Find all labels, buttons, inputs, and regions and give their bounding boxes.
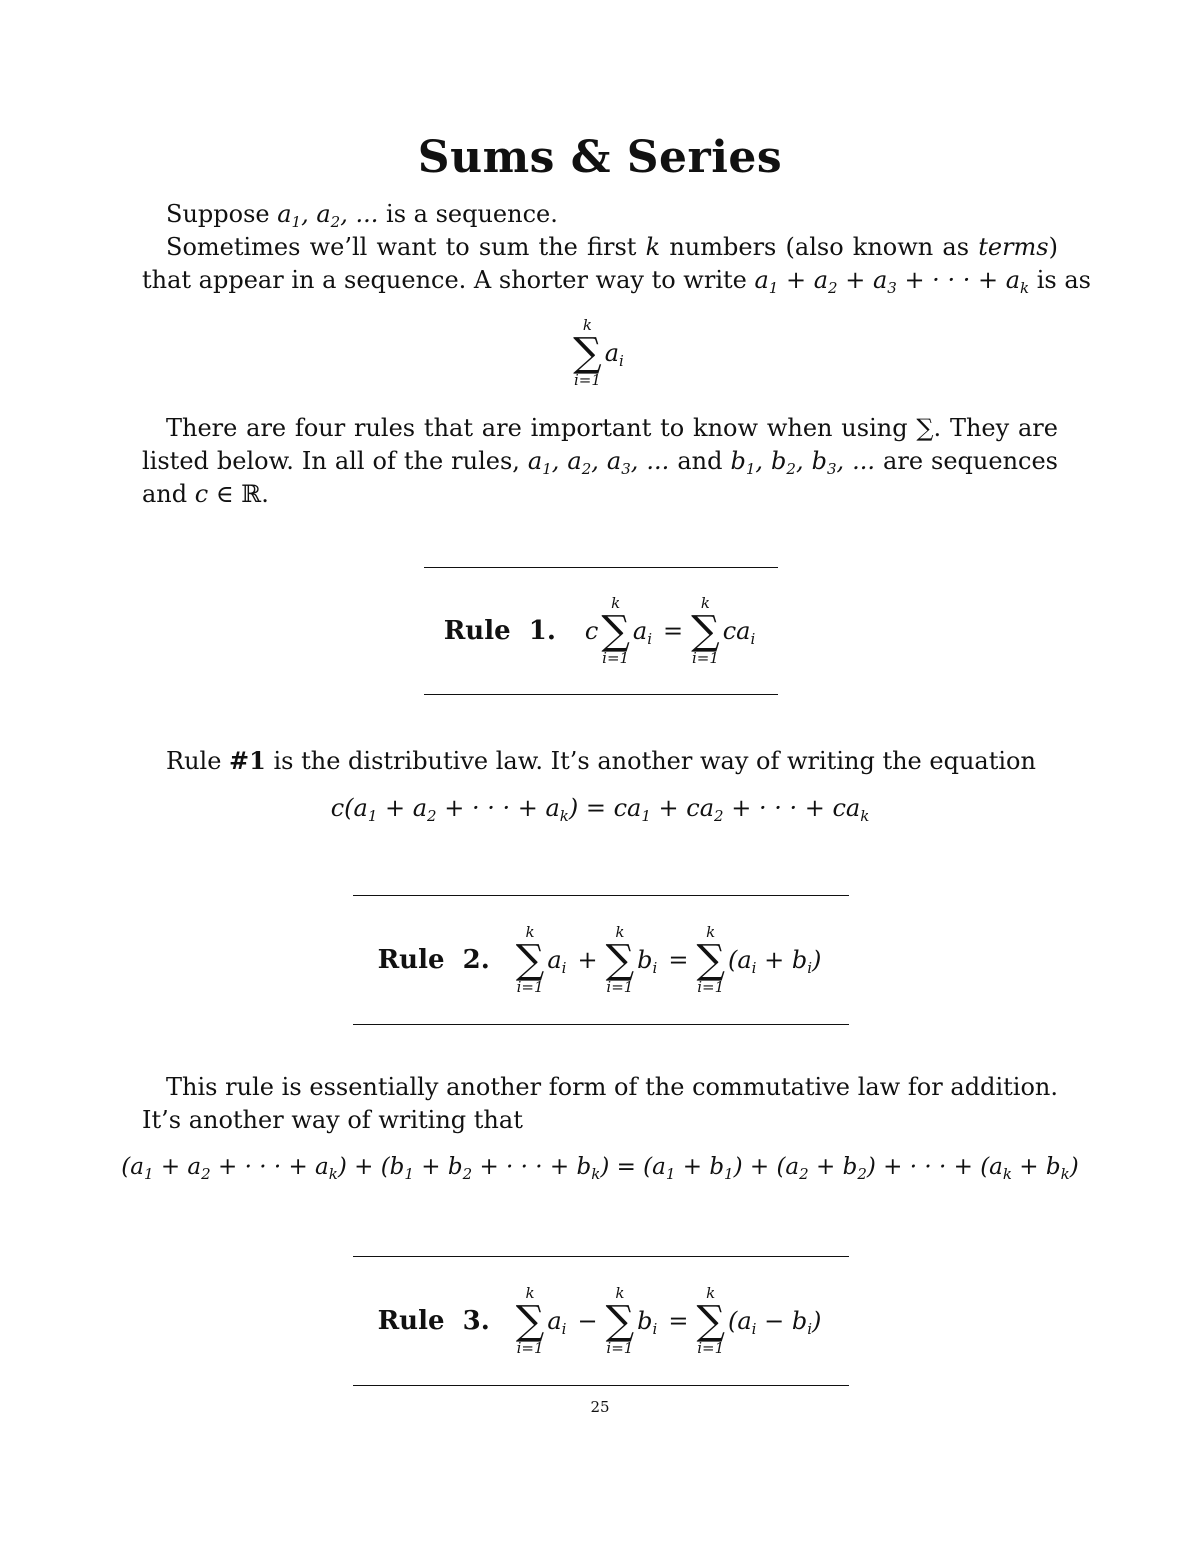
rule-2-explanation: This rule is essentially another form of the commutative law for addition. It’s another way of writing that — [142, 1073, 1058, 1134]
display-sum: k ∑ i=1 $a_i$ — [573, 316, 624, 389]
intro-line-3: that appear in a sequence. A shorter way to write $a_1 + a_2 + a_3$ + · · · + $a_k$ is as — [142, 266, 1091, 297]
page-title: Sums & Series — [417, 132, 783, 183]
rule-2-box — [353, 895, 849, 1025]
intro-line-1: Suppose $a_1$, $a_2$, ... is a sequence. — [166, 200, 558, 231]
sum-expr: $a_1 + a_2 + a_3$ + · · · + $a_k$ — [754, 266, 1030, 297]
rule-2-label: Rule 2. — [377, 945, 490, 975]
summation-symbol: k ∑ i=1 — [573, 316, 602, 389]
intro-paragraph — [142, 198, 1091, 297]
distributive-equation: $c(a_1 + a_2$ + · · · + $a_k) = ca_1 + ca_2$ + · · · + $ca_k$ — [330, 794, 870, 825]
inline-sigma-icon: ∑ — [916, 414, 934, 442]
rule-3-label: Rule 3. — [377, 1306, 490, 1336]
rule-1-equation: c k ∑ i=1 $a_i$ = k ∑ i=1 $ca_i$ — [584, 594, 756, 667]
rule-2-equation: k ∑ i=1 $a_i$ + k ∑ i=1 $b_i$ = k ∑ i=1 $(a_i + b_i)$ — [515, 923, 822, 996]
rule-1-explanation: Rule #1 is the distributive law. It’s another way of writing the equation — [166, 746, 1036, 775]
rule-1-label: Rule 1. — [443, 616, 556, 646]
intro-line-2: Sometimes we’ll want to sum the first k numbers (also known as terms) — [166, 233, 1058, 261]
sequence-expr: $a_1$, $a_2$, ... — [277, 200, 379, 231]
commutative-equation: ($a_1 + a_2$ + · · · + $a_k) + (b_1 + b_2$ + · · · + $b_k) = (a_1 + b_1) + (a_2 + b_2)$ + · · · + $(a_k + b_k)$ — [121, 1154, 1079, 1183]
rule-3-equation: k ∑ i=1 $a_i$ − k ∑ i=1 $b_i$ = k ∑ i=1 $(a_i - b_i)$ — [515, 1284, 822, 1357]
page-number: 25 — [590, 1398, 610, 1416]
rules-intro-paragraph: There are four rules that are important to know when using ∑. They are listed below. In all of the rules, $a_1$, $a_2$, $a_3$, ... and $b_1$, $b_2$, $b_3$, ... are sequences and c ∈ ℝ. — [142, 414, 1058, 508]
rule-3-box — [353, 1256, 849, 1386]
rule-1-box — [424, 567, 778, 695]
